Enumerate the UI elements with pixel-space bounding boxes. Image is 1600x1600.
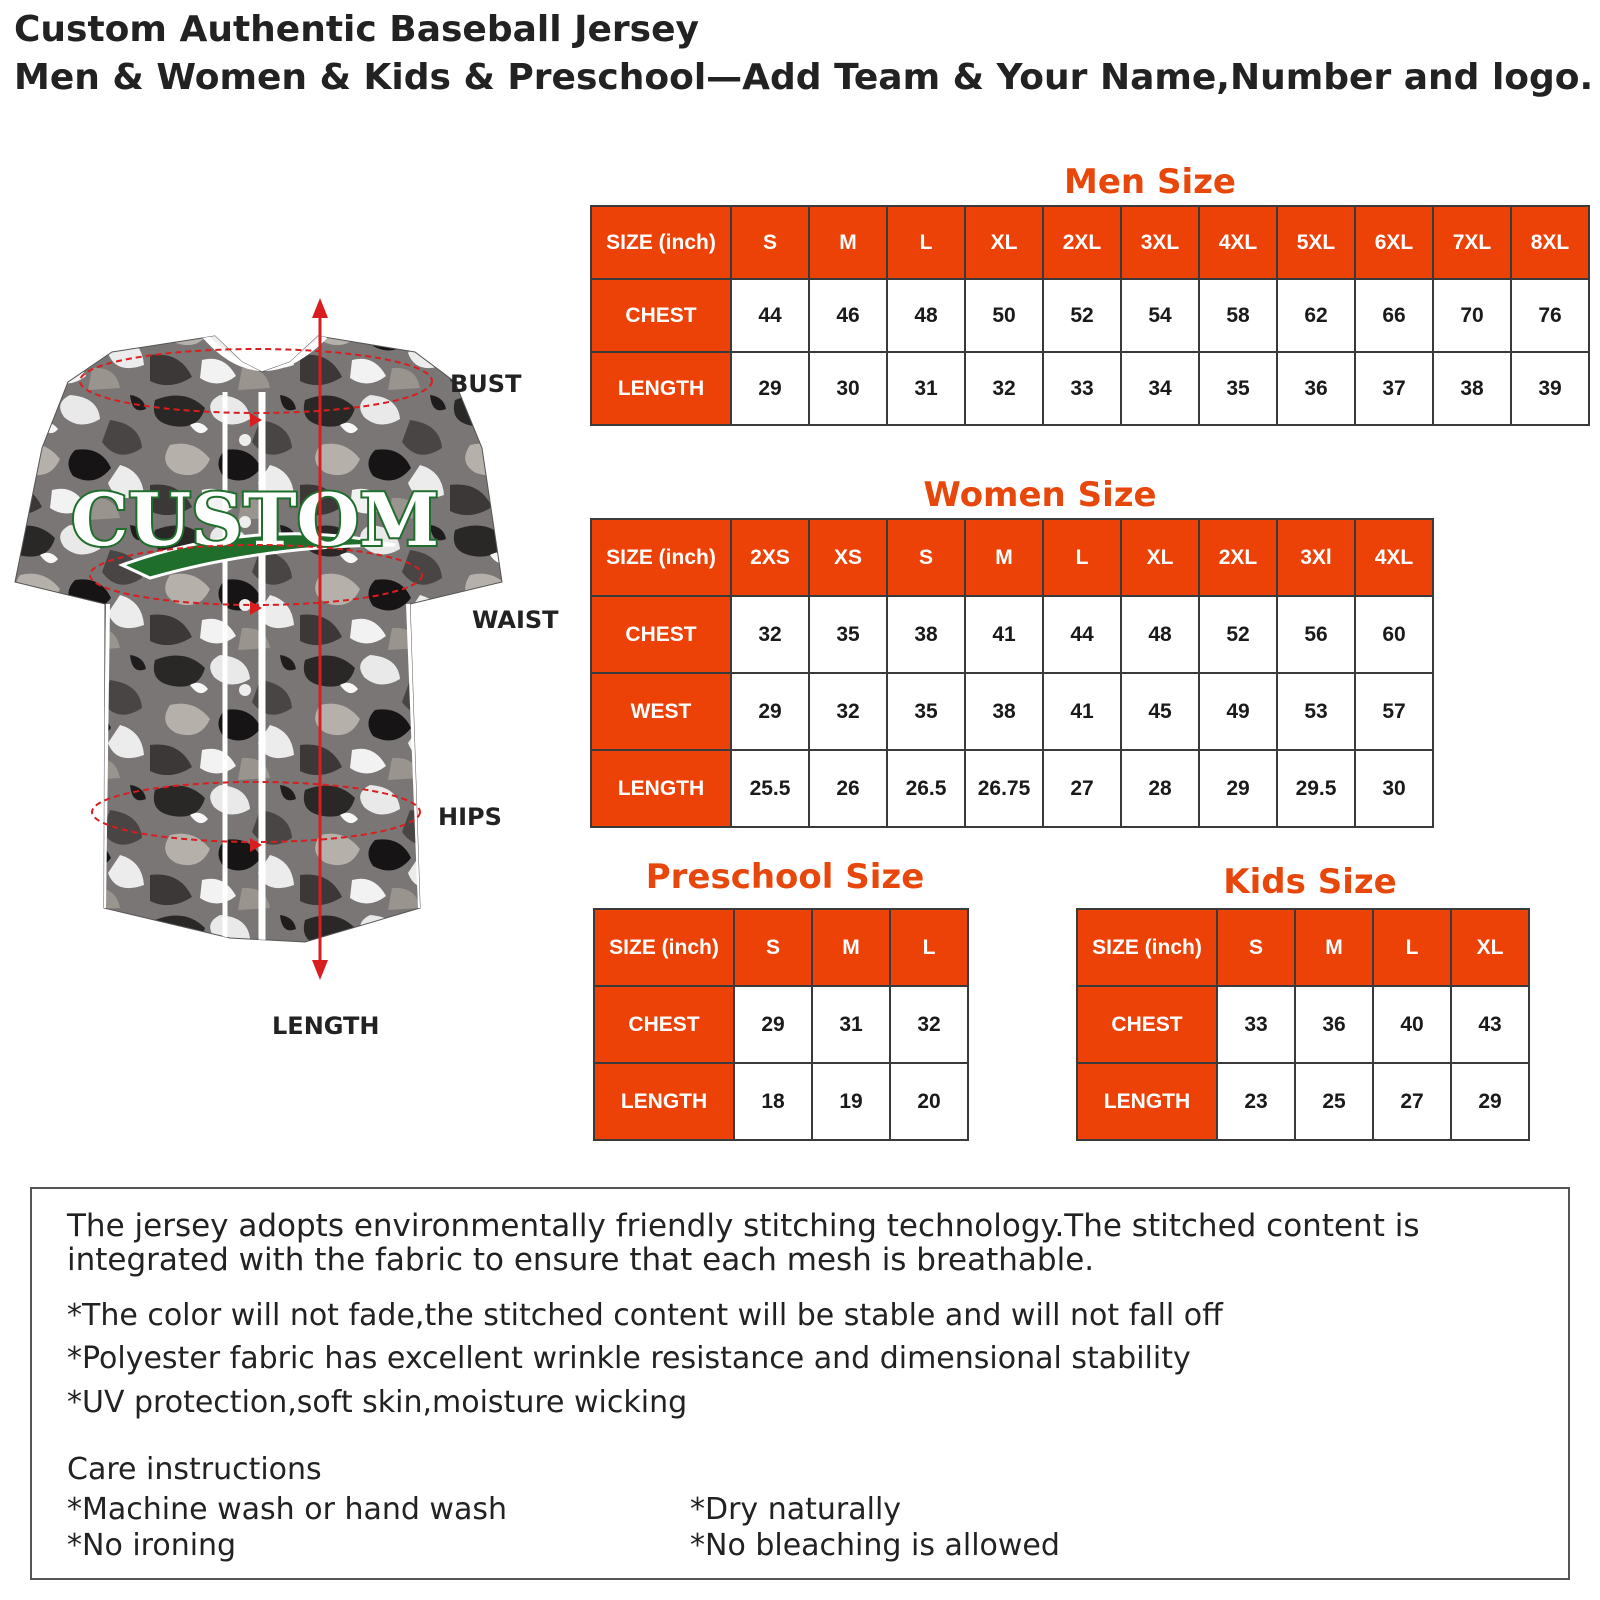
measure-value-cell: 40 (1373, 986, 1451, 1063)
bust-label: BUST (450, 370, 522, 398)
measure-value-cell: 35 (1199, 352, 1277, 425)
measure-value-cell: 35 (887, 673, 965, 750)
measure-value-cell: 27 (1043, 750, 1121, 827)
hips-label: HIPS (438, 803, 502, 831)
measure-value-cell: 52 (1043, 279, 1121, 352)
measure-value-cell: 60 (1355, 596, 1433, 673)
intro-line-2: integrated with the fabric to ensure that each mesh is breathable. (67, 1242, 1095, 1278)
measure-value-cell: 33 (1217, 986, 1295, 1063)
measure-value-cell: 76 (1511, 279, 1589, 352)
measure-value-cell: 23 (1217, 1063, 1295, 1140)
size-header-cell: 3XL (1121, 206, 1199, 279)
size-header-cell: 2XL (1199, 519, 1277, 596)
table-row (591, 673, 1433, 750)
size-header-cell: XL (1451, 909, 1529, 986)
size-header-cell: 7XL (1433, 206, 1511, 279)
measure-value-cell: 18 (734, 1063, 812, 1140)
feature-uv: *UV protection,soft skin,moisture wicking (67, 1385, 688, 1420)
measure-value-cell: 38 (965, 673, 1043, 750)
measure-label-cell: CHEST (594, 986, 734, 1063)
measure-value-cell: 37 (1355, 352, 1433, 425)
size-header-cell: XL (1121, 519, 1199, 596)
table-row (591, 352, 1589, 425)
size-header-cell: 6XL (1355, 206, 1433, 279)
measure-label-cell: CHEST (591, 279, 731, 352)
measure-value-cell: 26.75 (965, 750, 1043, 827)
measure-value-cell: 44 (1043, 596, 1121, 673)
measure-value-cell: 29 (1451, 1063, 1529, 1140)
measure-value-cell: 56 (1277, 596, 1355, 673)
feature-polyester: *Polyester fabric has excellent wrinkle resistance and dimensional stability (67, 1341, 1191, 1376)
table-row (1077, 1063, 1529, 1140)
measure-label-cell: CHEST (1077, 986, 1217, 1063)
women-size-title: Women Size (923, 475, 1157, 515)
measure-value-cell: 46 (809, 279, 887, 352)
measure-value-cell: 38 (887, 596, 965, 673)
measure-value-cell: 36 (1277, 352, 1355, 425)
size-header-cell: M (965, 519, 1043, 596)
measure-value-cell: 32 (890, 986, 968, 1063)
measure-value-cell: 57 (1355, 673, 1433, 750)
care-iron: *No ironing (67, 1528, 237, 1563)
measure-value-cell: 29.5 (1277, 750, 1355, 827)
measure-value-cell: 25.5 (731, 750, 809, 827)
size-header-cell: S (887, 519, 965, 596)
measure-value-cell: 39 (1511, 352, 1589, 425)
measure-value-cell: 25 (1295, 1063, 1373, 1140)
size-header-cell: 2XL (1043, 206, 1121, 279)
size-header-cell: M (809, 206, 887, 279)
measure-value-cell: 29 (1199, 750, 1277, 827)
table-header-row (591, 206, 1589, 279)
measure-label-cell: CHEST (591, 596, 731, 673)
measure-value-cell: 43 (1451, 986, 1529, 1063)
measure-value-cell: 29 (734, 986, 812, 1063)
measure-value-cell: 54 (1121, 279, 1199, 352)
measure-label-cell: LENGTH (1077, 1063, 1217, 1140)
measure-value-cell: 29 (731, 352, 809, 425)
measure-value-cell: 36 (1295, 986, 1373, 1063)
size-label-cell: SIZE (inch) (591, 519, 731, 596)
kids-size-table (1076, 908, 1530, 1141)
men-size-title: Men Size (1064, 162, 1236, 202)
measure-label-cell: LENGTH (594, 1063, 734, 1140)
measure-value-cell: 26 (809, 750, 887, 827)
care-dry: *Dry naturally (690, 1492, 902, 1527)
measure-value-cell: 50 (965, 279, 1043, 352)
size-header-cell: 5XL (1277, 206, 1355, 279)
size-header-cell: 4XL (1199, 206, 1277, 279)
measure-value-cell: 28 (1121, 750, 1199, 827)
women-size-table (590, 518, 1434, 828)
size-header-cell: XS (809, 519, 887, 596)
table-header-row (1077, 909, 1529, 986)
table-row (591, 750, 1433, 827)
size-header-cell: S (731, 206, 809, 279)
kids-size-title: Kids Size (1223, 862, 1397, 902)
page-title: Custom Authentic Baseball Jersey (14, 9, 699, 50)
measure-value-cell: 30 (1355, 750, 1433, 827)
size-header-cell: M (812, 909, 890, 986)
size-header-cell: M (1295, 909, 1373, 986)
measure-value-cell: 52 (1199, 596, 1277, 673)
measure-label-cell: WEST (591, 673, 731, 750)
measure-value-cell: 70 (1433, 279, 1511, 352)
table-row (594, 986, 968, 1063)
measure-value-cell: 53 (1277, 673, 1355, 750)
size-label-cell: SIZE (inch) (594, 909, 734, 986)
size-label-cell: SIZE (inch) (1077, 909, 1217, 986)
measure-label-cell: LENGTH (591, 750, 731, 827)
measure-value-cell: 35 (809, 596, 887, 673)
measure-value-cell: 31 (887, 352, 965, 425)
page-subtitle: Men & Women & Kids & Preschool—Add Team & Your Name,Number and logo. (14, 57, 1594, 98)
length-label: LENGTH (272, 1012, 380, 1040)
jersey-logo-text: CUSTOM (70, 477, 440, 562)
measure-value-cell: 32 (731, 596, 809, 673)
table-row (1077, 986, 1529, 1063)
measure-value-cell: 26.5 (887, 750, 965, 827)
measure-value-cell: 44 (731, 279, 809, 352)
size-header-cell: XL (965, 206, 1043, 279)
table-header-row (594, 909, 968, 986)
info-box (30, 1187, 1570, 1580)
preschool-size-table (593, 908, 969, 1141)
size-header-cell: L (1043, 519, 1121, 596)
measure-value-cell: 27 (1373, 1063, 1451, 1140)
feature-color: *The color will not fade,the stitched content will be stable and will not fall off (67, 1298, 1223, 1333)
size-label-cell: SIZE (inch) (591, 206, 731, 279)
waist-label: WAIST (472, 606, 559, 634)
table-row (594, 1063, 968, 1140)
measure-label-cell: LENGTH (591, 352, 731, 425)
measure-value-cell: 49 (1199, 673, 1277, 750)
table-header-row (591, 519, 1433, 596)
measure-value-cell: 38 (1433, 352, 1511, 425)
measure-value-cell: 45 (1121, 673, 1199, 750)
measure-value-cell: 48 (1121, 596, 1199, 673)
measure-value-cell: 48 (887, 279, 965, 352)
measure-value-cell: 33 (1043, 352, 1121, 425)
size-header-cell: 2XS (731, 519, 809, 596)
measure-value-cell: 66 (1355, 279, 1433, 352)
measure-value-cell: 20 (890, 1063, 968, 1140)
measure-value-cell: 32 (809, 673, 887, 750)
size-header-cell: L (887, 206, 965, 279)
care-title: Care instructions (67, 1452, 322, 1487)
measure-value-cell: 41 (965, 596, 1043, 673)
intro-line-1: The jersey adopts environmentally friendly stitching technology.The stitched content is (67, 1208, 1420, 1244)
measure-value-cell: 31 (812, 986, 890, 1063)
measure-value-cell: 41 (1043, 673, 1121, 750)
jersey-illustration (0, 290, 570, 1040)
measure-value-cell: 58 (1199, 279, 1277, 352)
size-header-cell: L (890, 909, 968, 986)
measure-value-cell: 34 (1121, 352, 1199, 425)
measure-value-cell: 30 (809, 352, 887, 425)
size-header-cell: S (734, 909, 812, 986)
measure-value-cell: 62 (1277, 279, 1355, 352)
table-row (591, 596, 1433, 673)
size-header-cell: 4XL (1355, 519, 1433, 596)
size-header-cell: 3Xl (1277, 519, 1355, 596)
care-wash: *Machine wash or hand wash (67, 1492, 507, 1527)
size-header-cell: S (1217, 909, 1295, 986)
measure-value-cell: 19 (812, 1063, 890, 1140)
size-header-cell: L (1373, 909, 1451, 986)
table-row (591, 279, 1589, 352)
measure-value-cell: 32 (965, 352, 1043, 425)
measure-value-cell: 29 (731, 673, 809, 750)
men-size-table (590, 205, 1590, 426)
preschool-size-title: Preschool Size (645, 857, 925, 897)
care-bleach: *No bleaching is allowed (690, 1528, 1060, 1563)
size-header-cell: 8XL (1511, 206, 1589, 279)
